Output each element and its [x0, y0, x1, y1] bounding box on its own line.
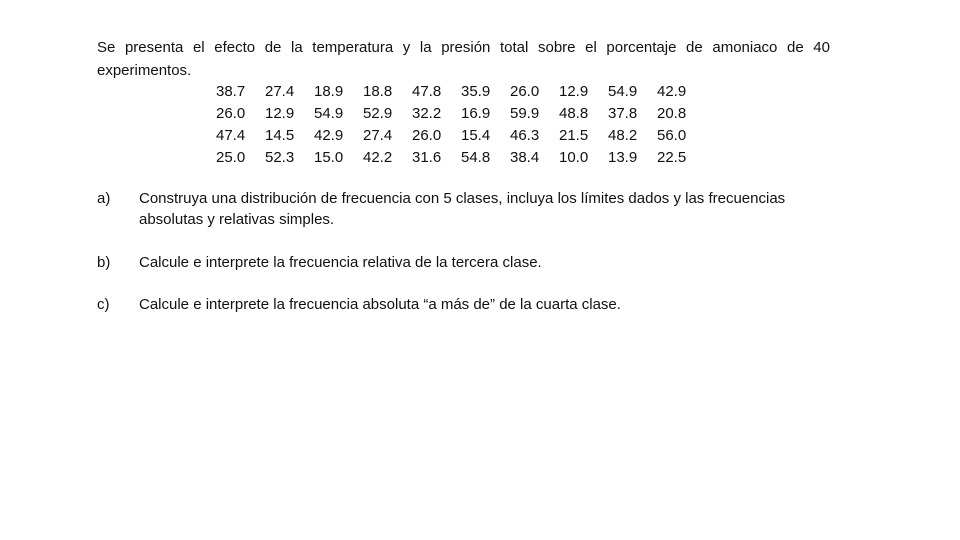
data-cell: 10.0	[559, 148, 589, 166]
question-label: c)	[97, 296, 110, 313]
data-cell: 48.2	[608, 126, 638, 144]
question-text: Calcule e interprete la frecuencia absoluta “a más de” de la cuarta clase.	[139, 296, 621, 313]
data-cell: 18.8	[363, 82, 393, 100]
intro-paragraph: Se presenta el efecto de la temperatura y la presión total sobre el porcentaje de amoniaco de 40 experimentos.	[97, 39, 830, 79]
data-cell: 47.4	[216, 126, 246, 144]
data-cell: 59.9	[510, 104, 540, 122]
data-cell: 54.9	[608, 82, 638, 100]
data-cell: 42.2	[363, 148, 393, 166]
data-cell: 46.3	[510, 126, 540, 144]
data-cell: 12.9	[265, 104, 295, 122]
data-cell: 13.9	[608, 148, 638, 166]
question-label: b)	[97, 254, 111, 271]
data-cell: 35.9	[461, 82, 491, 100]
data-cell: 18.9	[314, 82, 344, 100]
data-cell: 56.0	[657, 126, 687, 144]
data-cell: 26.0	[412, 126, 442, 144]
data-cell: 54.9	[314, 104, 344, 122]
data-cell: 48.8	[559, 104, 589, 122]
data-cell: 38.4	[510, 148, 540, 166]
data-cell: 21.5	[559, 126, 589, 144]
data-cell: 52.3	[265, 148, 295, 166]
data-row	[216, 146, 706, 168]
data-row	[216, 124, 706, 146]
data-cell: 16.9	[461, 104, 491, 122]
data-cell: 47.8	[412, 82, 442, 100]
data-cell: 27.4	[265, 82, 295, 100]
data-cell: 27.4	[363, 126, 393, 144]
data-cell: 42.9	[314, 126, 344, 144]
data-cell: 12.9	[559, 82, 589, 100]
data-cell: 26.0	[510, 82, 540, 100]
data-cell: 52.9	[363, 104, 393, 122]
data-cell: 54.8	[461, 148, 491, 166]
data-cell: 15.4	[461, 126, 491, 144]
data-cell: 32.2	[412, 104, 442, 122]
data-cell: 14.5	[265, 126, 295, 144]
data-cell: 25.0	[216, 148, 246, 166]
question-label: a)	[97, 190, 111, 207]
data-row	[216, 102, 706, 124]
question-text: Calcule e interprete la frecuencia relativa de la tercera clase.	[139, 254, 542, 271]
data-cell: 38.7	[216, 82, 246, 100]
data-cell: 37.8	[608, 104, 638, 122]
data-cell: 42.9	[657, 82, 687, 100]
data-row	[216, 80, 706, 102]
data-cell: 22.5	[657, 148, 687, 166]
data-cell: 20.8	[657, 104, 687, 122]
question-text: Construya una distribución de frecuencia con 5 clases, incluya los límites dados y las frecuencias absolutas y relativas simples.	[139, 190, 786, 228]
data-table	[216, 80, 706, 168]
data-cell: 15.0	[314, 148, 344, 166]
data-cell: 26.0	[216, 104, 246, 122]
data-cell: 31.6	[412, 148, 442, 166]
